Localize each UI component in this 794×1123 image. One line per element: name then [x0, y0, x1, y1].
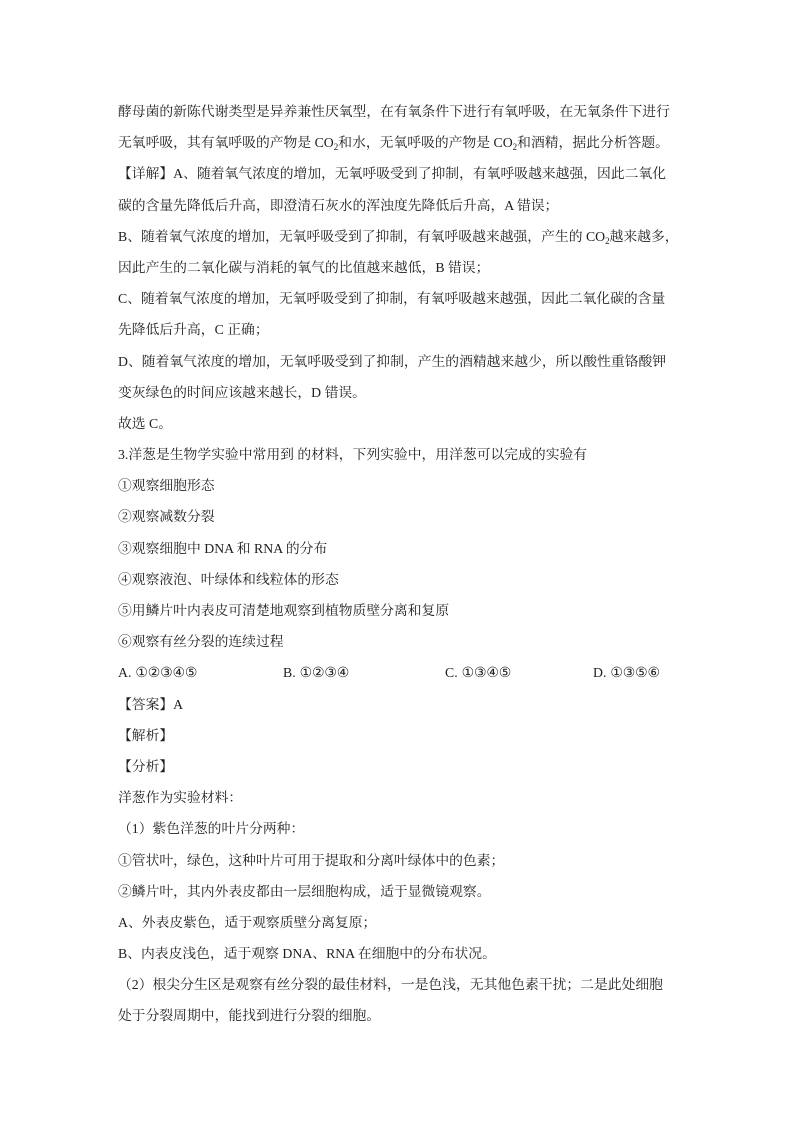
intro-line-2-part-c: 和酒精，据此分析答题。: [517, 135, 669, 151]
analysis-line: 处于分裂周期中，能找到进行分裂的细胞。: [118, 1008, 381, 1024]
question-3-item: ⑥观察有丝分裂的连续过程: [118, 634, 284, 650]
answer: 【答案】A: [118, 696, 184, 712]
option-b: [283, 657, 445, 688]
detail-c-line-2: 先降低后升高，C 正确；: [118, 322, 269, 338]
option-d-value: ①③⑤⑥: [610, 665, 660, 681]
question-3-item: ③观察细胞中 DNA 和 RNA 的分布: [118, 540, 328, 556]
detail-a-line-2: 碳的含量先降低后升高，即澄清石灰水的浑浊度先降低后升高，A 错误；: [118, 197, 559, 213]
analysis-subheading: 【分析】: [118, 758, 174, 774]
co2-subscript: 2: [605, 235, 610, 246]
question-3-item: ①观察细胞形态: [118, 478, 215, 494]
analysis-heading: 【解析】: [118, 727, 174, 743]
conclusion: 故选 C。: [118, 415, 173, 431]
question-3-item: ②观察减数分裂: [118, 509, 215, 525]
detail-b-line-1-part-a: B、随着氧气浓度的增加，无氧呼吸受到了抑制，有氧呼吸越来越强，产生的 CO: [118, 228, 606, 244]
detail-b-line-2: 因此产生的二氧化碳与消耗的氧气的比值越来越低，B 错误；: [118, 259, 490, 275]
option-d: [593, 657, 660, 688]
intro-line-2-part-b: 和水，无氧呼吸的产物是 CO: [338, 135, 513, 151]
analysis-line: B、内表皮浅色，适于观察 DNA、RNA 在细胞中的分布状况。: [118, 946, 496, 962]
analysis-line: （2）根尖分生区是观察有丝分裂的最佳材料，一是色浅，无其他色素干扰；二是此处细胞: [118, 977, 663, 993]
intro-line-2-part-a: 无氧呼吸，其有氧呼吸的产物是 CO: [118, 135, 334, 151]
answer-options: [118, 657, 698, 688]
detail-b-line-1-part-b: 越来越多，: [609, 228, 679, 244]
option-a-label: A.: [118, 665, 132, 681]
question-3-stem: 3.洋葱是生物学实验中常用到 的材料，下列实验中，用洋葱可以完成的实验有: [118, 447, 588, 463]
intro-line-2: [118, 127, 698, 158]
intro-line-1: 酵母菌的新陈代谢类型是异养兼性厌氧型，在有氧条件下进行有氧呼吸，在无氧条件下进行: [118, 104, 670, 119]
option-c-value: ①③④⑤: [461, 665, 512, 681]
detail-d-line-1: D、随着氧气浓度的增加，无氧呼吸受到了抑制，产生的酒精越来越少，所以酸性重铬酸钾: [118, 353, 667, 369]
co2-subscript: 2: [512, 142, 518, 153]
analysis-line: （1）紫色洋葱的叶片分两种：: [118, 821, 305, 837]
analysis-line: ①管状叶，绿色，这种叶片可用于提取和分离叶绿体中的色素；: [118, 852, 505, 868]
question-3-item: ⑤用鳞片叶内表皮可清楚地观察到植物质壁分离和复原: [118, 603, 450, 618]
detail-a-line-1: 【详解】A、随着氧气浓度的增加，无氧呼吸受到了抑制，有氧呼吸越来越强，因此二氧化: [118, 166, 667, 182]
detail-d-line-2: 变灰绿色的时间应该越来越长，D 错误。: [118, 384, 366, 400]
co2-subscript: 2: [333, 142, 339, 153]
option-b-value: ①②③④: [299, 665, 350, 681]
option-c: [445, 657, 593, 688]
option-a: [118, 657, 283, 688]
option-d-label: D.: [593, 665, 607, 681]
analysis-line: A、外表皮紫色，适于观察质壁分离复原；: [118, 914, 377, 930]
detail-c-line-1: C、随着氧气浓度的增加，无氧呼吸受到了抑制，有氧呼吸越来越强，因此二氧化碳的含量: [118, 291, 666, 307]
option-a-value: ①②③④⑤: [135, 665, 198, 681]
option-b-label: B.: [283, 665, 296, 681]
document-body: [118, 96, 698, 1032]
option-c-label: C.: [445, 665, 458, 681]
question-3-item: ④观察液泡、叶绿体和线粒体的形态: [118, 571, 339, 587]
detail-b-line-1: [118, 221, 698, 252]
analysis-line: 洋葱作为实验材料：: [118, 790, 243, 806]
analysis-line: ②鳞片叶，其内外表皮都由一层细胞构成，适于显微镜观察。: [118, 883, 491, 899]
